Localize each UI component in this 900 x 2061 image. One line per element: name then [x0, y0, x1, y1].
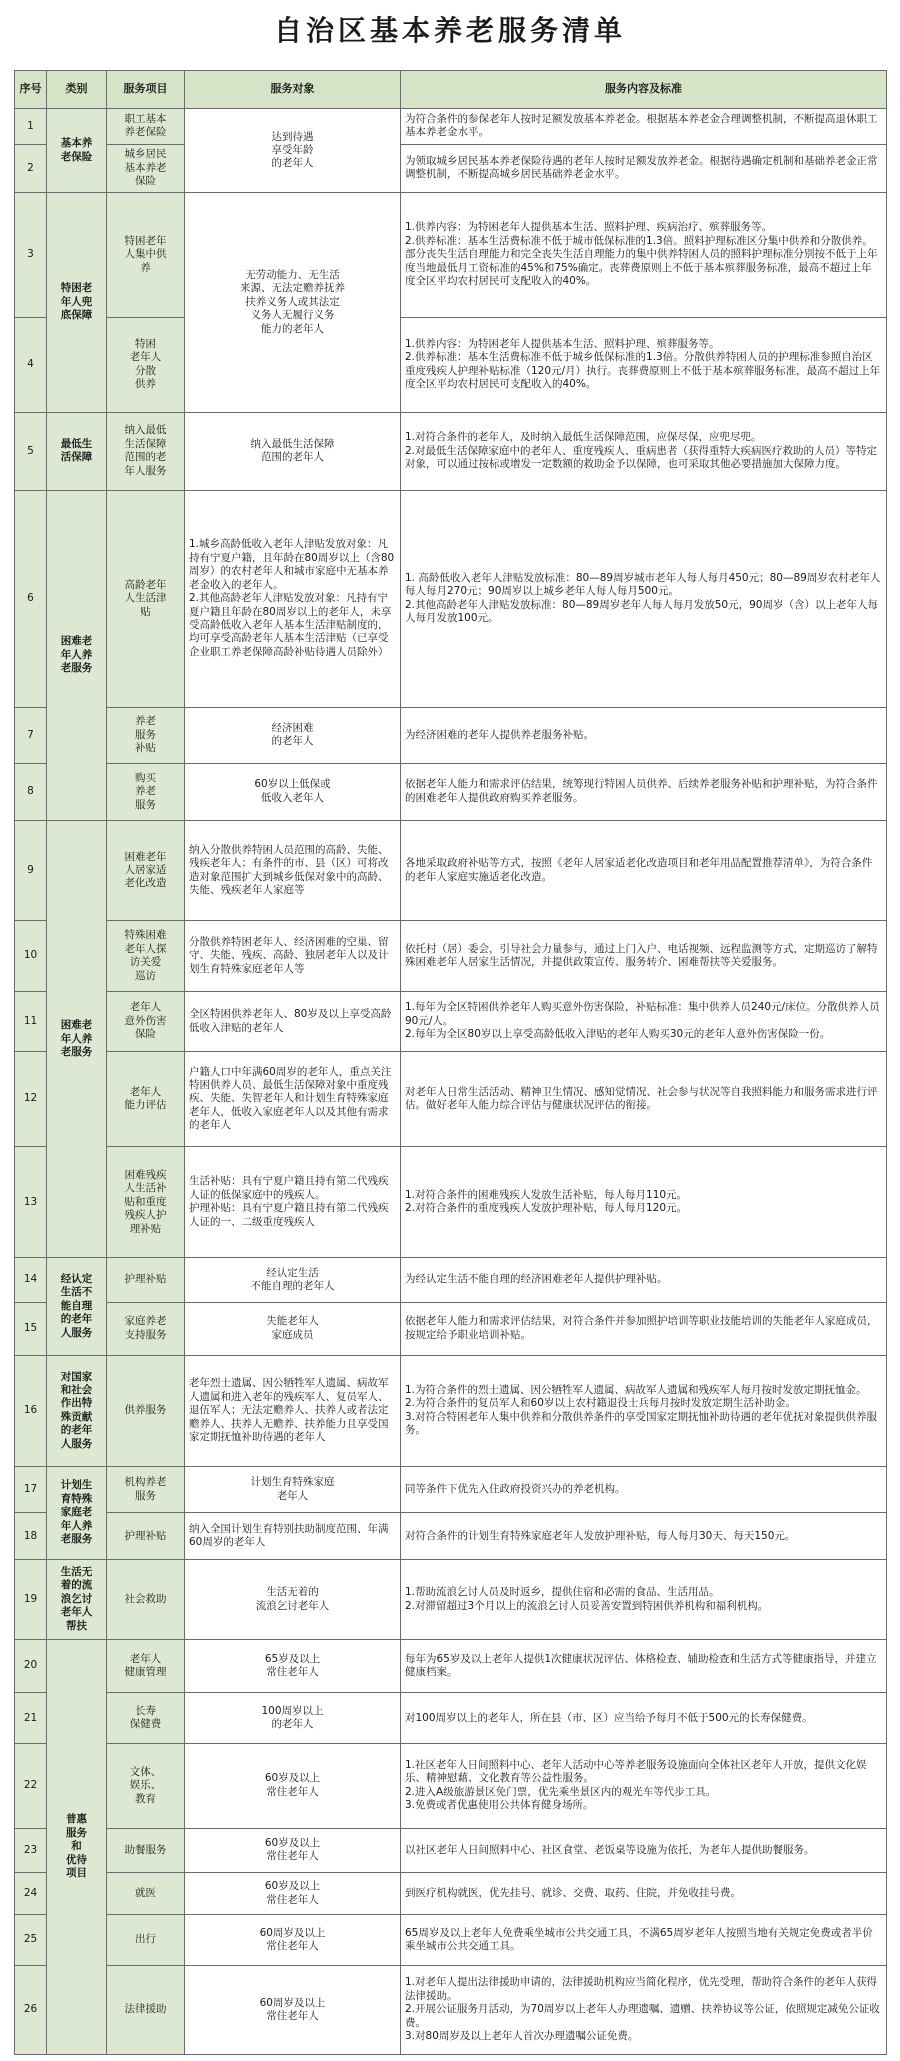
content-cell: 1.为符合条件的烈士遗属、因公牺牲军人遗属、病故军人遗属和残疾军人每月按时发放定期抚恤金。 2.为符合条件的复员军人和60岁以上农村籍退役士兵每月按时发放定期生活补助金。 3.对符合特困老年人集中供养和分散供养条件的享受国家定期抚恤补助待遇的老年优抚对象提供供养服务。	[401, 1355, 887, 1466]
table-row	[15, 1744, 887, 1828]
target-cell: 失能老年人 家庭成员	[185, 1302, 401, 1355]
item-cell: 特殊困难 老年人探 访关爱 巡访	[107, 921, 185, 992]
item-cell: 机构养老 服务	[107, 1466, 185, 1513]
item-cell: 老年人 意外伤害 保险	[107, 992, 185, 1052]
category-cell: 特困老 年人兜 底保障	[47, 193, 107, 413]
table-row	[15, 1051, 887, 1146]
item-cell: 老年人 能力评估	[107, 1051, 185, 1146]
row-no: 20	[15, 1639, 47, 1692]
service-list-table	[14, 70, 887, 2055]
content-cell: 为领取城乡居民基本养老保险待遇的老年人按时足额发放养老金。根据待遇确定机制和基础养老金正常调整机制，不断提高城乡居民基础养老金水平。	[401, 144, 887, 193]
category-cell: 最低生 活保障	[47, 412, 107, 490]
table-row	[15, 1355, 887, 1466]
item-cell: 困难老年 人居家适 老化改造	[107, 821, 185, 921]
table-row	[15, 1966, 887, 2055]
content-cell: 1.供养内容：为特困老年人提供基本生活、照料护理、疾病治疗、殡葬服务等。 2.供养标准：基本生活费标准不低于城市低保标准的1.3倍。照料护理标准区分集中供养和分散供养。部分丧失生活自理能力和完全丧失生活自理能力的集中供养特困人员的照料护理标准分别按不低于上年度当地最低月工资标准的45%和75%确定。丧葬费原则上不低于基本殡葬服务标准，最高不超过上年度全区平均农村居民可支配收入的40%。	[401, 193, 887, 317]
table-row	[15, 1258, 887, 1302]
content-cell: 1.对老年人提出法律援助申请的，法律援助机构应当简化程序，优先受理，帮助符合条件的老年人获得法律援助。 2.开展公证服务月活动，为70周岁以上老年人办理遗嘱、遗赠、扶养协议等公证，依照规定减免公证收费。 3.对80周岁及以上老年人首次办理遗嘱公证免费。	[401, 1966, 887, 2055]
header-content: 服务内容及标准	[401, 71, 887, 109]
target-cell: 1.城乡高龄低收入老年人津贴发放对象：凡持有宁夏户籍，且年龄在80周岁以上（含80周岁）的农村老年人和城市家庭中无基本养老金收入的老年人。 2.其他高龄老年人津贴发放对象：凡持有宁夏户籍且年龄在80周岁以上的老年人，未享受高龄低收入老年人基本生活津贴制度的，均可享受高龄老年人基本生活津贴（已享受企业职工养老保障高龄补贴待遇人员除外）	[185, 490, 401, 707]
item-cell: 助餐服务	[107, 1828, 185, 1872]
item-cell: 就医	[107, 1872, 185, 1914]
content-cell: 对符合条件的计划生育特殊家庭老年人发放护理补贴，每人每月30天、每天150元。	[401, 1513, 887, 1560]
item-cell: 城乡居民 基本养老 保险	[107, 144, 185, 193]
page-title: 自治区基本养老服务清单	[273, 14, 626, 47]
row-no: 14	[15, 1258, 47, 1302]
target-cell: 100周岁以上 的老年人	[185, 1693, 401, 1744]
content-cell: 1.对符合条件的老年人，及时纳入最低生活保障范围，应保尽保，应兜尽兜。 2.对最低生活保障家庭中的老年人、重度残疾人、重病患者（获得重特大疾病医疗救助的人员）等特定对象，可以通过按标或增发一定数额的救助金予以保障，也可采取其他必要措施加大保障力度。	[401, 412, 887, 490]
target-cell: 老年烈士遗属、因公牺牲军人遗属、病故军人遗属和进入老年的残疾军人、复员军人、退伍军人；无法定赡养人、扶养人或者法定赡养人、扶养人无赡养、扶养能力且享受国家定期抚恤补助待遇的老年人	[185, 1355, 401, 1466]
table-row	[15, 1872, 887, 1914]
target-cell: 60岁及以上 常住老年人	[185, 1872, 401, 1914]
row-no: 4	[15, 317, 47, 412]
item-cell: 高龄老年 人生活津 贴	[107, 490, 185, 707]
item-cell: 职工基本 养老保险	[107, 109, 185, 145]
table-row	[15, 1466, 887, 1513]
item-cell: 养老 服务 补贴	[107, 708, 185, 763]
category-cell: 基本养 老保险	[47, 109, 107, 193]
table-row	[15, 1513, 887, 1560]
table-header-row	[15, 71, 887, 109]
item-cell: 特困 老年人 分散 供养	[107, 317, 185, 412]
target-cell: 分散供养特困老年人、经济困难的空巢、留守、失能、残疾、高龄、独居老年人以及计划生育特殊家庭老年人等	[185, 921, 401, 992]
target-cell: 60周岁及以上 常住老年人	[185, 1915, 401, 1966]
row-no: 13	[15, 1147, 47, 1258]
row-no: 19	[15, 1560, 47, 1640]
item-cell: 特困老年 人集中供 养	[107, 193, 185, 317]
item-cell: 文体、 娱乐、 教育	[107, 1744, 185, 1828]
row-no: 17	[15, 1466, 47, 1513]
row-no: 21	[15, 1693, 47, 1744]
target-cell: 纳入分散供养特困人员范围的高龄、失能、残疾老年人；有条件的市、县（区）可将改造对象范围扩大到城乡低保对象中的高龄、失能、残疾老年人家庭等	[185, 821, 401, 921]
table-row	[15, 193, 887, 317]
header-item: 服务项目	[107, 71, 185, 109]
content-cell: 各地采取政府补贴等方式，按照《老年人居家适老化改造项目和老年用品配置推荐清单》，为符合条件的老年人家庭实施适老化改造。	[401, 821, 887, 921]
content-cell: 同等条件下优先入住政府投资兴办的养老机构。	[401, 1466, 887, 1513]
target-cell: 60岁及以上 常住老年人	[185, 1744, 401, 1828]
row-no: 7	[15, 708, 47, 763]
content-cell: 对老年人日常生活活动、精神卫生情况、感知觉情况、社会参与状况等自我照料能力和服务需求进行评估。做好老年人能力综合评估与健康状况评估的衔接。	[401, 1051, 887, 1146]
content-cell: 依据老年人能力和需求评估结果，对符合条件并参加照护培训等职业技能培训的失能老年人家庭成员，按规定给予职业培训补贴。	[401, 1302, 887, 1355]
table-row	[15, 317, 887, 412]
row-no: 12	[15, 1051, 47, 1146]
table-row	[15, 1693, 887, 1744]
target-cell: 达到待遇 享受年龄 的老年人	[185, 109, 401, 193]
item-cell: 护理补贴	[107, 1513, 185, 1560]
item-cell: 老年人 健康管理	[107, 1639, 185, 1692]
table-row	[15, 708, 887, 763]
item-cell: 购买 养老 服务	[107, 763, 185, 821]
header-no: 序号	[15, 71, 47, 109]
target-cell: 经济困难 的老年人	[185, 708, 401, 763]
content-cell: 对100周岁以上的老年人，所在县（市、区）应当给予每月不低于500元的长寿保健费。	[401, 1693, 887, 1744]
content-cell: 为经济困难的老年人提供养老服务补贴。	[401, 708, 887, 763]
target-cell: 60周岁及以上 常住老年人	[185, 1966, 401, 2055]
table-row	[15, 1828, 887, 1872]
table-row	[15, 1302, 887, 1355]
item-cell: 社会救助	[107, 1560, 185, 1640]
content-cell: 1.每年为全区特困供养老年人购买意外伤害保险，补贴标准：集中供养人员240元/床位。分散供养人员90元/人。 2.每年为全区80岁以上享受高龄低收入津贴的老年人购买30元的老年人意外伤害保险一份。	[401, 992, 887, 1052]
target-cell: 生活补贴：具有宁夏户籍且持有第二代残疾人证的低保家庭中的残疾人。 护理补贴：具有宁夏户籍且持有第二代残疾人证的一、二级重度残疾人	[185, 1147, 401, 1258]
content-cell: 到医疗机构就医，优先挂号、就诊、交费、取药、住院，并免收挂号费。	[401, 1872, 887, 1914]
content-cell: 65周岁及以上老年人免费乘坐城市公共交通工具，不满65周岁老年人按照当地有关规定免费或者半价乘坐城市公共交通工具。	[401, 1915, 887, 1966]
target-cell: 纳入全国计划生育特别扶助制度范围、年满60周岁的老年人	[185, 1513, 401, 1560]
target-cell: 全区特困供养老年人、80岁及以上享受高龄低收入津贴的老年人	[185, 992, 401, 1052]
content-cell: 为经认定生活不能自理的经济困难老年人提供护理补贴。	[401, 1258, 887, 1302]
table-row	[15, 1639, 887, 1692]
table-row	[15, 412, 887, 490]
target-cell: 计划生育特殊家庭 老年人	[185, 1466, 401, 1513]
category-cell: 生活无 着的流 浪乞讨 老年人 帮扶	[47, 1560, 107, 1640]
item-cell: 家庭养老 支持服务	[107, 1302, 185, 1355]
header-target: 服务对象	[185, 71, 401, 109]
table-row	[15, 490, 887, 707]
category-cell: 困难老 年人养 老服务	[47, 821, 107, 1258]
row-no: 2	[15, 144, 47, 193]
header-category: 类别	[47, 71, 107, 109]
table-row	[15, 1915, 887, 1966]
row-no: 22	[15, 1744, 47, 1828]
table-row	[15, 821, 887, 921]
target-cell: 无劳动能力、无生活 来源、无法定赡养抚养 扶养义务人或其法定 义务人无履行义务 能力的老年人	[185, 193, 401, 413]
table-row	[15, 992, 887, 1052]
item-cell: 纳入最低 生活保障 范围的老 年人服务	[107, 412, 185, 490]
target-cell: 纳入最低生活保障 范围的老年人	[185, 412, 401, 490]
target-cell: 户籍人口中年满60周岁的老年人，重点关注特困供养人员、最低生活保障对象中重度残疾、失能、失智老年人和计划生育特殊家庭老年人，低收入家庭老年人以及其他有需求的老年人	[185, 1051, 401, 1146]
item-cell: 长寿 保健费	[107, 1693, 185, 1744]
row-no: 18	[15, 1513, 47, 1560]
row-no: 9	[15, 821, 47, 921]
target-cell: 60岁及以上 常住老年人	[185, 1828, 401, 1872]
category-cell: 对国家 和社会 作出特 殊贡献 的老年 人服务	[47, 1355, 107, 1466]
target-cell: 经认定生活 不能自理的老年人	[185, 1258, 401, 1302]
table-row	[15, 1560, 887, 1640]
item-cell: 供养服务	[107, 1355, 185, 1466]
content-cell: 1.供养内容：为特困老年人提供基本生活、照料护理、殡葬服务等。 2.供养标准：基本生活费标准不低于城乡低保标准的1.3倍。分散供养特困人员的护理标准参照自治区重度残疾人护理补贴标准（120元/月）执行。丧葬费原则上不低于基本殡葬服务标准，最高不超过上年度全区平均农村居民可支配收入的40%。	[401, 317, 887, 412]
content-cell: 依据老年人能力和需求评估结果，统筹现行特困人员供养、后续养老服务补贴和护理补贴，为符合条件的困难老年人提供政府购买养老服务。	[401, 763, 887, 821]
table-row	[15, 144, 887, 193]
row-no: 24	[15, 1872, 47, 1914]
row-no: 25	[15, 1915, 47, 1966]
row-no: 26	[15, 1966, 47, 2055]
content-cell: 以社区老年人日间照料中心、社区食堂、老饭桌等设施为依托，为老年人提供助餐服务。	[401, 1828, 887, 1872]
target-cell: 生活无着的 流浪乞讨老年人	[185, 1560, 401, 1640]
table-row	[15, 763, 887, 821]
table-row	[15, 921, 887, 992]
content-cell: 1.对符合条件的困难残疾人发放生活补贴，每人每月110元。 2.对符合条件的重度残疾人发放护理补贴，每人每月120元。	[401, 1147, 887, 1258]
target-cell: 65岁及以上 常住老年人	[185, 1639, 401, 1692]
table-row	[15, 1147, 887, 1258]
item-cell: 法律援助	[107, 1966, 185, 2055]
row-no: 15	[15, 1302, 47, 1355]
row-no: 11	[15, 992, 47, 1052]
row-no: 23	[15, 1828, 47, 1872]
category-cell: 困难老 年人养 老服务	[47, 490, 107, 821]
row-no: 8	[15, 763, 47, 821]
row-no: 1	[15, 109, 47, 145]
target-cell: 60岁以上低保或 低收入老年人	[185, 763, 401, 821]
category-cell: 经认定 生活不 能自理 的老年 人服务	[47, 1258, 107, 1356]
table-row	[15, 109, 887, 145]
content-cell: 为符合条件的参保老年人按时足额发放基本养老金。根据基本养老金合理调整机制，不断提高退休职工基本养老金水平。	[401, 109, 887, 145]
content-cell: 1. 高龄低收入老年人津贴发放标准：80—89周岁城市老年人每人每月450元；80—89周岁农村老年人每人每月270元；90周岁以上城乡老年人每人每月500元。 2.其他高龄老年人津贴发放标准：80—89周岁老年人每人每月发放50元，90周岁（含）以上老年人每人每月发放100元。	[401, 490, 887, 707]
row-no: 6	[15, 490, 47, 707]
item-cell: 困难残疾 人生活补 贴和重度 残疾人护 理补贴	[107, 1147, 185, 1258]
row-no: 10	[15, 921, 47, 992]
row-no: 16	[15, 1355, 47, 1466]
content-cell: 1.帮助流浪乞讨人员及时返乡，提供住宿和必需的食品、生活用品。 2.对滞留超过3个月以上的流浪乞讨人员妥善安置到特困供养机构和福利机构。	[401, 1560, 887, 1640]
content-cell: 1.社区老年人日间照料中心、老年人活动中心等养老服务设施面向全体社区老年人开放，提供文化娱乐、精神慰藉、文化教育等公益性服务。 2.进入A级旅游景区免门票，优先乘坐景区内的观光车等代步工具。 3.免费或者优惠使用公共体育健身场所。	[401, 1744, 887, 1828]
row-no: 3	[15, 193, 47, 317]
category-cell: 计划生 育特殊 家庭老 年人养 老服务	[47, 1466, 107, 1559]
content-cell: 每年为65岁及以上老年人提供1次健康状况评估、体格检查、辅助检查和生活方式等健康指导，并建立健康档案。	[401, 1639, 887, 1692]
item-cell: 出行	[107, 1915, 185, 1966]
row-no: 5	[15, 412, 47, 490]
content-cell: 依托村（居）委会，引导社会力量参与，通过上门入户、电话视频、远程监测等方式，定期巡访了解特殊困难老年人居家生活情况，并提供政策宣传、服务转介、困难帮扶等关爱服务。	[401, 921, 887, 992]
category-cell: 普惠 服务 和 优待 项目	[47, 1639, 107, 2054]
item-cell: 护理补贴	[107, 1258, 185, 1302]
